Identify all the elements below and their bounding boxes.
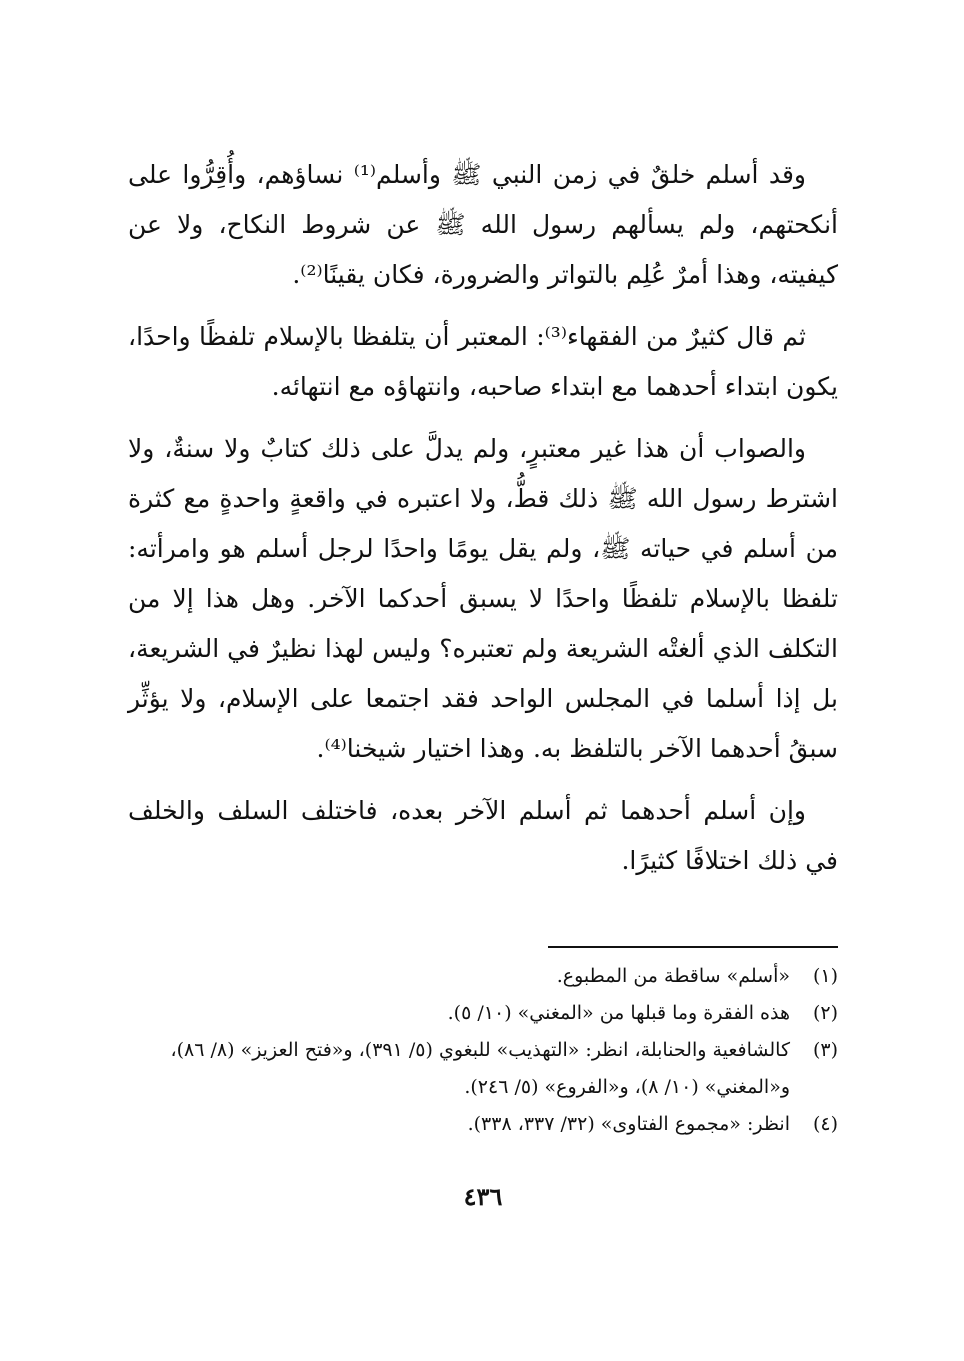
footnote-number: (٤)	[812, 1113, 838, 1135]
footnote-4	[128, 1106, 838, 1143]
footnote-text: هذه الفقرة وما قبلها من «المغني» (١٠/ ٥).	[447, 1002, 790, 1024]
page-number: ٤٣٦	[463, 1182, 503, 1211]
footnote-text: انظر: «مجموع الفتاوى» (٣٢/ ٣٣٧، ٣٣٨).	[467, 1113, 790, 1135]
paragraph-4: وإن أسلم أحدهما ثم أسلم الآخر بعده، فاختلف السلف والخلف في ذلك اختلافًا كثيرًا.	[128, 796, 838, 875]
paragraph-2: ثم قال كثيرٌ من الفقهاء⁽³⁾: المعتبر أن يتلفظا بالإسلام تلفظًا واحدًا، يكون ابتداء أحدهما مع ابتداء صاحبه، وانتهاؤه مع انتهائه.	[128, 322, 838, 401]
footnotes	[128, 958, 838, 1143]
footnote-separator	[548, 946, 838, 948]
page	[128, 150, 838, 1211]
footnote-3	[128, 1032, 838, 1106]
footnote-number: (١)	[812, 965, 838, 987]
footnote-2	[128, 995, 838, 1032]
footnote-text: «أسلم» ساقطة من المطبوع.	[556, 965, 790, 987]
footnote-number: (٢)	[812, 1002, 838, 1024]
paragraph-3: والصواب أن هذا غير معتبرٍ، ولم يدلَّ على ذلك كتابٌ ولا سنةٌ، ولا اشترط رسول الله ﷺ ذلك قطُّ، ولا اعتبره في واقعةٍ واحدةٍ مع كثرة من أسلم في حياته ﷺ، ولم يقل يومًا واحدًا لرجل أسلم هو وامرأته: تلفظا بالإسلام تلفظًا واحدًا لا يسبق أحدكما الآخر. وهل هذا إلا من التكلف الذي ألغتْه الشريعة ولم تعتبره؟ وليس لهذا نظيرٌ في الشريعة، بل إذا أسلما في المجلس الواحد فقد اجتمعا على الإسلام، ولا يؤثِّر سبقُ أحدهما الآخر بالتلفظ به. وهذا اختيار شيخنا⁽⁴⁾.	[128, 434, 838, 763]
footnote-number: (٣)	[812, 1039, 838, 1061]
footnote-text: كالشافعية والحنابلة، انظر: «التهذيب» للبغوي (٥/ ٣٩١)، و«فتح العزيز» (٨/ ٨٦)، و«المغني» (١٠/ ٨)، و«الفروع» (٥/ ٢٤٦).	[170, 1039, 790, 1098]
footnote-1	[128, 958, 838, 995]
paragraph-1: وقد أسلم خلقٌ في زمن النبي ﷺ وأسلم⁽¹⁾ نساؤهم، وأُقِرُّوا على أنكحتهم، ولم يسألهم رسول الله ﷺ عن شروط النكاح، ولا عن كيفيته، وهذا أمرٌ عُلِم بالتواتر والضرورة، فكان يقينًا⁽²⁾.	[128, 160, 838, 289]
